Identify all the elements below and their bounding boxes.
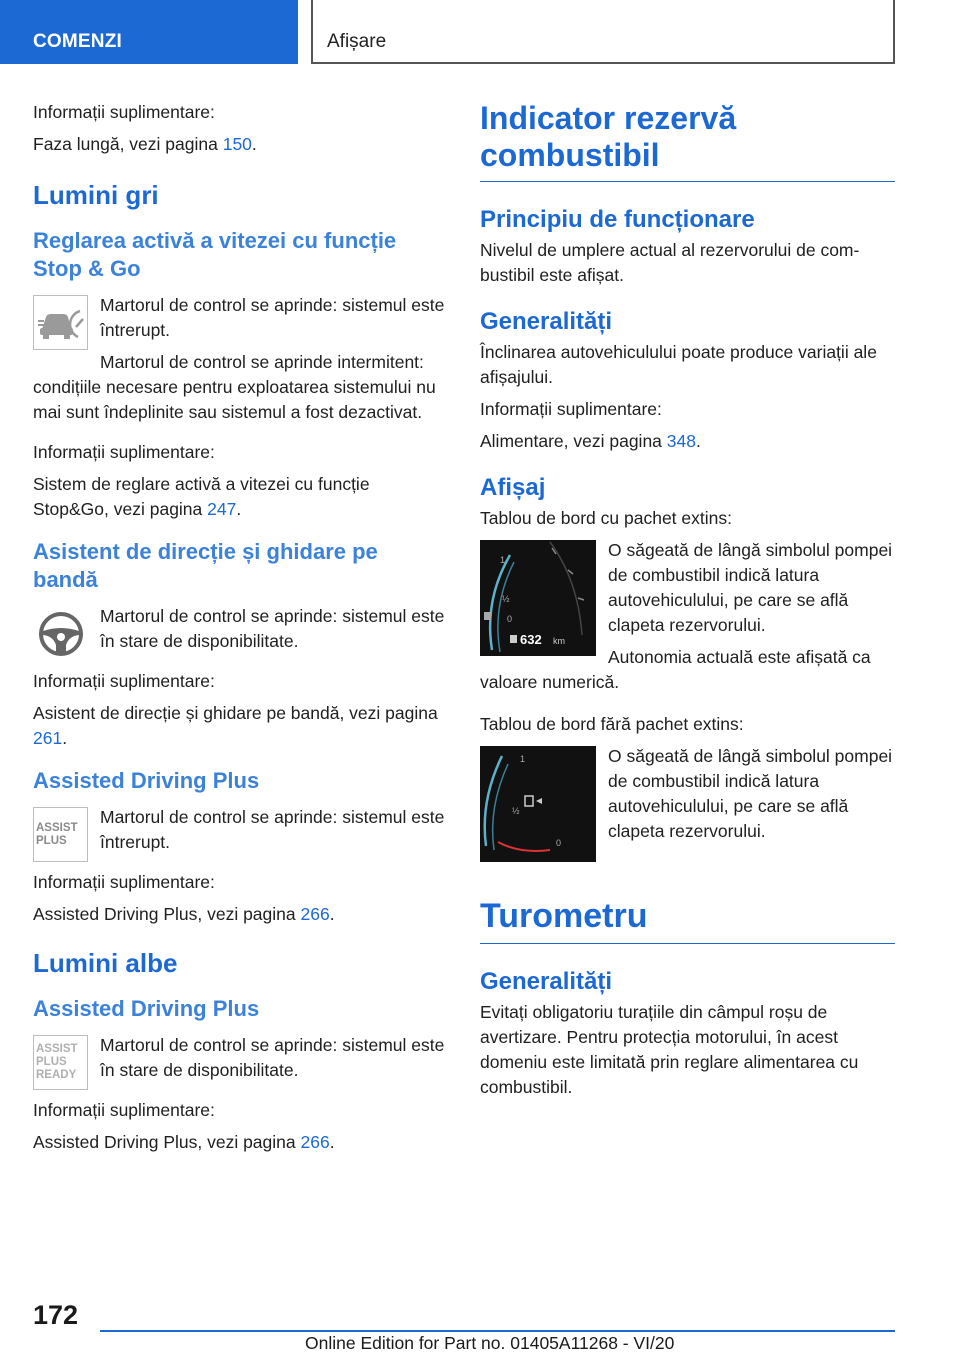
lane-text-1: Martorul de control se aprinde: sistemul este în stare de disponibilitate. (100, 606, 445, 651)
extended-zero-label: 0 (507, 614, 513, 624)
extended-half-label: ½ (502, 594, 510, 604)
acc-reference: Sistem de reglare activă a vitezei cu funcție Stop&Go, vezi pagina 247. (33, 474, 370, 519)
page-link-348[interactable]: 348 (666, 431, 696, 451)
heading-adp-white: Assisted Driving Plus (33, 996, 260, 1021)
assist-plus-ready-icon (33, 1035, 88, 1090)
heading-tachometer: Turometru (480, 896, 895, 944)
adp-white-block (33, 1033, 445, 1094)
heading-fuel-reserve: Indicator rezervă combustibil (480, 100, 895, 182)
adp-gray-info-label: Informații suplimentare: (33, 872, 215, 892)
section-tab[interactable] (0, 0, 298, 64)
steering-wheel-icon (33, 606, 88, 661)
lane-reference: Asistent de direcție și ghidare pe bandă, vezi pagina 261. (33, 703, 438, 748)
basic-one-label: 1 (520, 754, 526, 764)
right-column (480, 100, 895, 1107)
adp-gray-reference: Assisted Driving Plus, vezi pagina 266. (33, 904, 335, 924)
heading-lane-assist: Asistent de direcție și ghidare pe bandă (33, 539, 378, 592)
extended-one-label: 1 (500, 555, 506, 565)
extended-cluster-photo (480, 540, 596, 656)
reference-high-beam: Faza lungă, vezi pagina 150. (33, 134, 257, 154)
basic-cluster-block (480, 744, 895, 868)
adp-gray-text: Martorul de control se aprinde: sistemul este întrerupt. (100, 807, 445, 852)
fuel-range-unit: km (553, 636, 565, 646)
basic-zero-label: 0 (556, 838, 562, 848)
page-link-266-a[interactable]: 266 (300, 904, 330, 924)
assist-plus-ready-icon-label: ASSIST PLUS READY (36, 1043, 78, 1081)
page-link-266-b[interactable]: 266 (300, 1132, 330, 1152)
heading-acc-stop-go: Reglarea activă a vitezei cu funcție Stop & Go (33, 228, 397, 281)
display-text-extended: Tablou de bord cu pachet extins: (480, 508, 732, 528)
heading-principle: Principiu de funcționare (480, 206, 755, 233)
basic-desc: O săgeată de lângă simbolul pompei de combustibil indică latura autovehiculului, pe care se află clapeta rezervorului. (608, 746, 893, 841)
page-link-261[interactable]: 261 (33, 728, 63, 748)
acc-text-1: Martorul de control se aprinde: sistemul este întrerupt. (100, 295, 445, 340)
lane-indicator-block (33, 604, 445, 665)
info-label: Informații suplimentare: (33, 102, 215, 122)
general-info-label: Informații suplimentare: (480, 399, 662, 419)
heading-gray-lights: Lumini gri (33, 180, 159, 210)
footer-divider (100, 1330, 895, 1332)
general-reference: Alimentare, vezi pagina 348. (480, 431, 701, 451)
basic-half-label: ½ (512, 806, 520, 816)
adp-white-info-label: Informații suplimentare: (33, 1100, 215, 1120)
heading-general-2: Generalități (480, 968, 613, 995)
adp-gray-block (33, 805, 445, 866)
adp-white-text: Martorul de control se aprinde: sistemul este în stare de disponibilitate. (100, 1035, 445, 1080)
extended-desc-1: O săgeată de lângă simbolul pompei de combustibil indică latura autovehiculului, pe care se află clapeta rezervorului. (608, 540, 893, 635)
chapter-title: Afișare (327, 31, 387, 52)
heading-general: Generalități (480, 308, 613, 335)
assist-plus-icon (33, 807, 88, 862)
heading-white-lights: Lumini albe (33, 948, 178, 978)
chapter-header (311, 0, 895, 64)
lane-info-label: Informații suplimentare: (33, 671, 215, 691)
page-link-150[interactable]: 150 (222, 134, 252, 154)
general-text: Înclinarea autovehiculului poate produce variații ale afișajului. (480, 342, 877, 387)
extended-cluster-block (480, 538, 895, 702)
tachometer-text: Evitați obligatoriu turațiile din câmpul roșu de avertizare. Pentru protecția motorului, în acest domeniu este limitată prin reglare alimentarea cu combustibil. (480, 1002, 859, 1097)
page-link-247[interactable]: 247 (207, 499, 237, 519)
extended-desc-2: Autonomia actuală este afișată ca valoare numerică. (480, 647, 871, 692)
acc-text-2: Martorul de control se aprinde intermitent: condițiile necesare pentru exploatarea sistemului nu mai sunt îndeplinite sau sistemul a fost dezactivat. (33, 352, 436, 422)
display-text-basic: Tablou de bord fără pachet extins: (480, 714, 744, 734)
heading-display: Afișaj (480, 474, 546, 501)
basic-cluster-photo (480, 746, 596, 862)
heading-adp-gray: Assisted Driving Plus (33, 768, 260, 793)
left-column (33, 100, 445, 1162)
adp-white-reference: Assisted Driving Plus, vezi pagina 266. (33, 1132, 335, 1152)
assist-plus-icon-label: ASSIST PLUS (36, 821, 78, 847)
acc-info-label: Informații suplimentare: (33, 442, 215, 462)
principle-text: Nivelul de umplere actual al rezervorului de combustibil este afișat. (480, 240, 860, 285)
footer-edition: Online Edition for Part no. 01405A11268 - VI/20 (305, 1333, 675, 1353)
fuel-range-value: 632 (520, 632, 542, 647)
section-label: COMENZI (33, 31, 123, 52)
page-number: 172 (33, 1300, 79, 1330)
acc-gray-indicator-icon (33, 295, 88, 350)
acc-indicator-block (33, 293, 445, 432)
